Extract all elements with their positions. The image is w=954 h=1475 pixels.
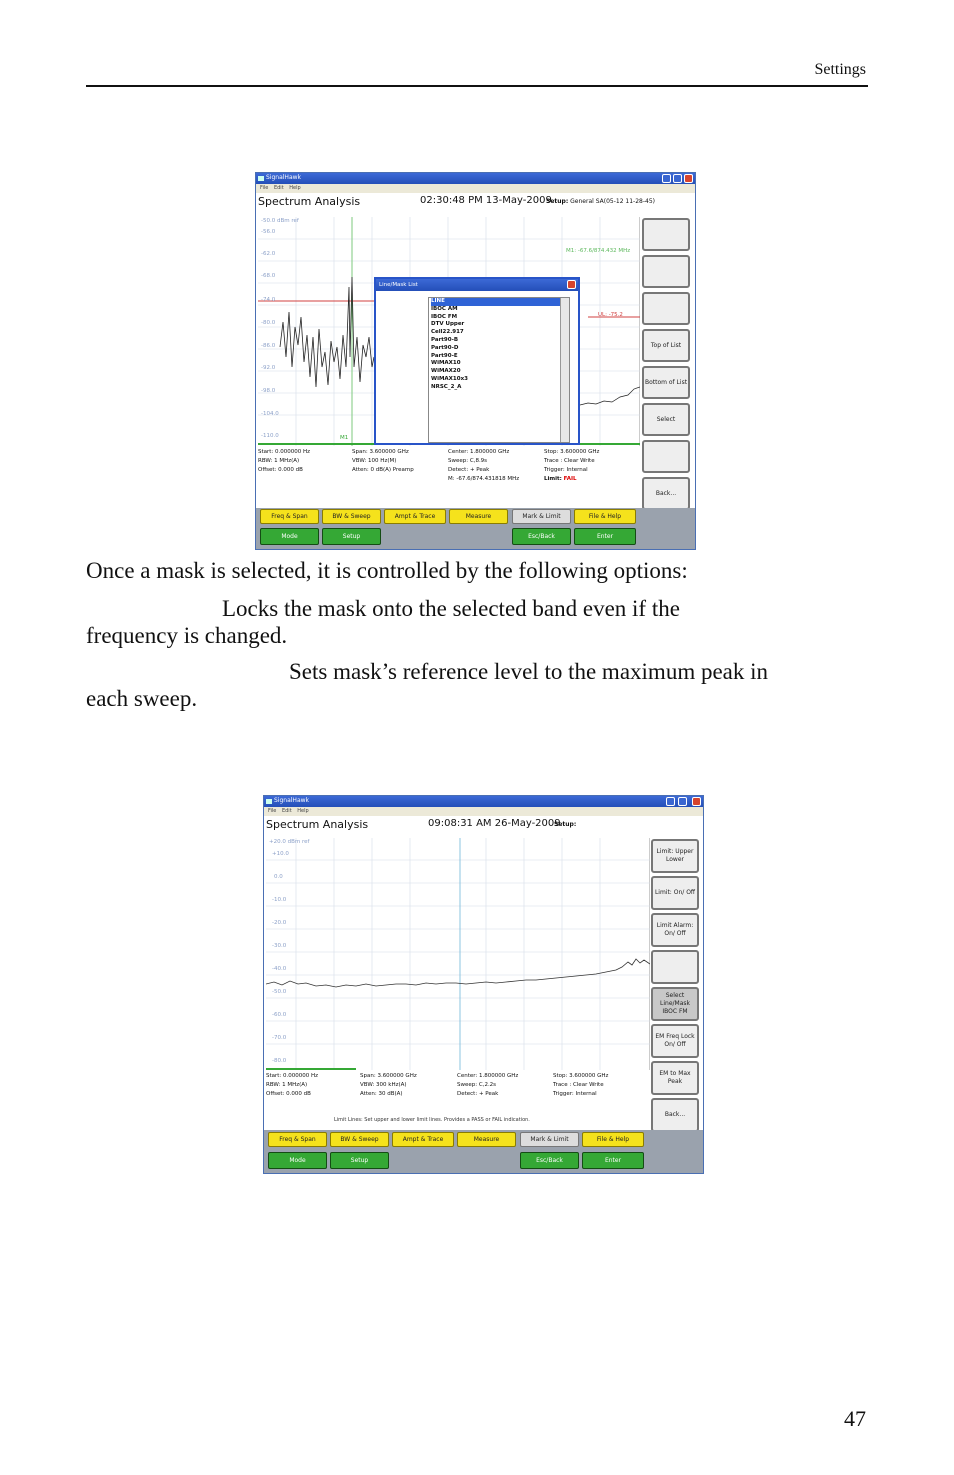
y-tick: -68.0: [261, 273, 276, 279]
param-sweep: Sweep: C,2.2s: [457, 1082, 497, 1088]
y-tick: -74.0: [261, 297, 276, 303]
param-span: Span: 3.600000 GHz: [360, 1073, 417, 1079]
em-freq-lock-button[interactable]: EM Freq Lock On/ Off: [651, 1024, 699, 1058]
param-sweep: Sweep: C,8.9s: [448, 458, 488, 464]
param-span: Span: 3.600000 GHz: [352, 449, 409, 455]
window-titlebar: [256, 173, 695, 184]
list-item[interactable]: WiMAX10x3: [431, 375, 468, 382]
param-vbw: VBW: 100 Hz(M): [352, 458, 397, 464]
list-item[interactable]: NRSC_2_A: [431, 383, 462, 390]
parameter-panel: [448, 448, 519, 484]
parameter-panel: [258, 448, 310, 475]
menu-file[interactable]: File: [268, 808, 277, 814]
limit-alarm-button[interactable]: Limit Alarm: On/ Off: [651, 913, 699, 947]
setup-button[interactable]: Setup: [322, 528, 381, 545]
list-item[interactable]: IBOC AM: [431, 305, 458, 312]
marker-readout: M1: -67.6/874.432 MHz: [566, 248, 631, 254]
file-help-button[interactable]: File & Help: [574, 509, 636, 524]
param-trigger: Trigger: Internal: [553, 1091, 597, 1097]
ampt-trace-button[interactable]: Ampt & Trace: [392, 1132, 454, 1147]
ampt-trace-button[interactable]: Ampt & Trace: [384, 509, 446, 524]
window-title: SignalHawk: [274, 797, 310, 804]
menu-help[interactable]: Help: [289, 185, 301, 191]
select-button[interactable]: Select: [642, 403, 690, 436]
y-tick: -104.0: [261, 411, 279, 417]
param-detect: Detect: + Peak: [457, 1091, 499, 1097]
y-tick: -110.0: [261, 433, 279, 439]
freq-span-button[interactable]: Freq & Span: [260, 509, 319, 524]
softkey-column: [642, 217, 696, 509]
measure-button[interactable]: Measure: [449, 509, 508, 524]
limit-on-off-button[interactable]: Limit: On/ Off: [651, 876, 699, 910]
upper-limit-label: UL: -75.2: [598, 312, 623, 318]
setup-info: Setup:: [554, 821, 577, 828]
softkey-1[interactable]: [642, 218, 690, 251]
menu-button-row: [264, 1130, 704, 1174]
clock: 09:08:31 AM 26-May-2009: [428, 818, 561, 829]
bw-sweep-button[interactable]: BW & Sweep: [322, 509, 381, 524]
list-item[interactable]: WiMAX20: [431, 368, 461, 375]
mode-button[interactable]: Mode: [268, 1152, 327, 1169]
list-item[interactable]: Part90-B: [431, 336, 459, 343]
softkey-column: [651, 839, 704, 1131]
menu-button-row: [256, 508, 696, 550]
menu-edit[interactable]: Edit: [281, 808, 292, 814]
param-stop: Stop: 3.600000 GHz: [553, 1073, 609, 1079]
back-button[interactable]: Back...: [642, 477, 690, 510]
y-tick: 0.0: [274, 874, 283, 880]
screen-title: Spectrum Analysis: [258, 195, 361, 208]
param-vbw: VBW: 300 kHz(A): [360, 1082, 407, 1088]
close-icon[interactable]: [684, 174, 693, 183]
app-logo-icon: [266, 799, 272, 804]
menu-help[interactable]: Help: [297, 808, 309, 814]
dialog-close-icon[interactable]: [567, 280, 576, 289]
list-item[interactable]: IBOC FM: [431, 313, 458, 320]
file-help-button[interactable]: File & Help: [582, 1132, 644, 1147]
param-offset: Offset: 0.000 dB: [266, 1091, 311, 1097]
param-stop: Stop: 3.600000 GHz: [544, 449, 600, 455]
y-tick: -80.0: [261, 320, 276, 326]
status-help-text: Limit Lines: Set upper and lower limit lines. Provides a PASS or FAIL indication.: [334, 1117, 530, 1123]
mask-listbox[interactable]: [428, 297, 570, 443]
softkey-2[interactable]: [642, 255, 690, 288]
param-detect: Detect: + Peak: [448, 467, 490, 473]
y-tick: -98.0: [261, 388, 276, 394]
paragraph-intro: Once a mask is selected, it is controlled by the following options:: [86, 558, 688, 583]
list-item[interactable]: LINE: [431, 298, 569, 306]
dialog-title: Line/Mask List: [376, 279, 578, 291]
esc-back-button[interactable]: Esc/Back: [512, 528, 571, 545]
y-tick: +10.0: [272, 851, 289, 857]
mark-limit-button[interactable]: Mark & Limit: [512, 509, 571, 524]
close-icon[interactable]: [692, 797, 701, 806]
enter-button[interactable]: Enter: [574, 528, 636, 545]
y-tick: -80.0: [272, 1058, 287, 1064]
list-scrollbar[interactable]: [560, 298, 569, 442]
reference-level: -50.0 dBm ref: [261, 218, 299, 224]
menu-bar: [264, 807, 703, 816]
window-title: SignalHawk: [266, 174, 302, 181]
y-tick: -92.0: [261, 365, 276, 371]
paragraph-em-freq-lock: Locks the mask onto the selected band even if the frequency is changed.: [86, 596, 680, 648]
param-trace: Trace : Clear Write: [553, 1082, 604, 1088]
setup-button[interactable]: Setup: [330, 1152, 389, 1169]
param-atten: Atten: 0 dB(A) Preamp: [352, 467, 414, 473]
minimize-icon[interactable]: [662, 174, 671, 183]
bottom-of-list-button[interactable]: Bottom of List: [642, 366, 690, 399]
top-of-list-button[interactable]: Top of List: [642, 329, 690, 362]
select-line-mask-button[interactable]: Select Line/Mask IBOC FM: [651, 987, 699, 1021]
freq-span-button[interactable]: Freq & Span: [268, 1132, 327, 1147]
softkey-3[interactable]: [642, 292, 690, 325]
menu-edit[interactable]: Edit: [273, 185, 284, 191]
clock: 02:30:48 PM 13-May-2009: [420, 195, 552, 206]
screenshot-limit-menu: [263, 795, 704, 1174]
mark-limit-button[interactable]: Mark & Limit: [520, 1132, 579, 1147]
param-start: Start: 0.000000 Hz: [266, 1073, 319, 1079]
spectrum-trace-svg: [266, 838, 650, 1070]
y-tick: -86.0: [261, 343, 276, 349]
y-tick: -60.0: [272, 1012, 287, 1018]
em-to-max-peak-button[interactable]: EM to Max Peak: [651, 1061, 699, 1095]
marker-label: M1: [340, 435, 349, 441]
y-tick: -20.0: [272, 920, 287, 926]
param-rbw: RBW: 1 MHz(A): [258, 458, 300, 464]
y-tick: -50.0: [272, 989, 287, 995]
param-center: Center: 1.800000 GHz: [457, 1073, 519, 1079]
menu-bar: [256, 184, 695, 193]
reference-level: +20.0 dBm ref: [269, 839, 310, 845]
list-item[interactable]: Part90-E: [431, 352, 458, 359]
limit-fail-badge: FAIL: [563, 476, 577, 482]
mode-button[interactable]: Mode: [260, 528, 319, 545]
header-rule: [86, 85, 868, 87]
page-number: 47: [844, 1406, 866, 1431]
esc-back-button[interactable]: Esc/Back: [520, 1152, 579, 1169]
parameter-panel: [360, 1072, 417, 1099]
app-logo-icon: [258, 176, 264, 181]
list-item[interactable]: Cell22.917: [431, 329, 464, 336]
window-titlebar: [264, 796, 703, 807]
parameter-panel: [457, 1072, 518, 1099]
param-offset: Offset: 0.000 dB: [258, 467, 303, 473]
running-head: Settings: [814, 61, 866, 78]
maximize-icon[interactable]: [673, 174, 682, 183]
y-tick: -56.0: [261, 229, 276, 235]
enter-button[interactable]: Enter: [582, 1152, 644, 1169]
list-item[interactable]: WiMAX10: [431, 360, 461, 367]
line-mask-list-dialog: [374, 277, 580, 445]
back-button[interactable]: Back...: [651, 1098, 699, 1132]
param-marker: M: -67.6/874.431818 MHz: [448, 476, 520, 482]
param-trigger: Trigger: Internal: [544, 467, 588, 473]
param-trace: Trace : Clear Write: [544, 458, 595, 464]
bw-sweep-button[interactable]: BW & Sweep: [330, 1132, 389, 1147]
list-item[interactable]: Part90-D: [431, 344, 459, 351]
screenshot-mask-list: [255, 172, 696, 550]
y-tick: -70.0: [272, 1035, 287, 1041]
maximize-icon[interactable]: [678, 797, 687, 806]
setup-info: Setup: General SA(05-12 11-28-45): [546, 198, 655, 205]
menu-file[interactable]: File: [260, 185, 269, 191]
softkey-4[interactable]: [651, 950, 699, 984]
y-tick: -10.0: [272, 897, 287, 903]
y-tick: -40.0: [272, 966, 287, 972]
parameter-panel: [553, 1072, 608, 1099]
y-tick: -62.0: [261, 251, 276, 257]
paragraph-em-max-peak: Sets mask’s reference level to the maximum peak in each sweep.: [86, 659, 769, 711]
param-rbw: RBW: 1 MHz(A): [266, 1082, 308, 1088]
spectrum-plot: [266, 838, 650, 1070]
parameter-panel: [544, 448, 599, 484]
screen-title: Spectrum Analysis: [266, 818, 369, 831]
param-limit: Limit: FAIL: [544, 476, 577, 482]
softkey-7[interactable]: [642, 440, 690, 473]
param-start: Start: 0.000000 Hz: [258, 449, 311, 455]
parameter-panel: [266, 1072, 318, 1099]
param-center: Center: 1.800000 GHz: [448, 449, 510, 455]
spectrum-plot: [258, 217, 640, 446]
list-item[interactable]: DTV Upper: [431, 321, 465, 328]
y-tick: -30.0: [272, 943, 287, 949]
parameter-panel: [352, 448, 414, 475]
measure-button[interactable]: Measure: [457, 1132, 516, 1147]
minimize-icon[interactable]: [666, 797, 675, 806]
param-atten: Atten: 30 dB(A): [360, 1091, 403, 1097]
limit-upper-lower-button[interactable]: Limit: Upper Lower: [651, 839, 699, 873]
